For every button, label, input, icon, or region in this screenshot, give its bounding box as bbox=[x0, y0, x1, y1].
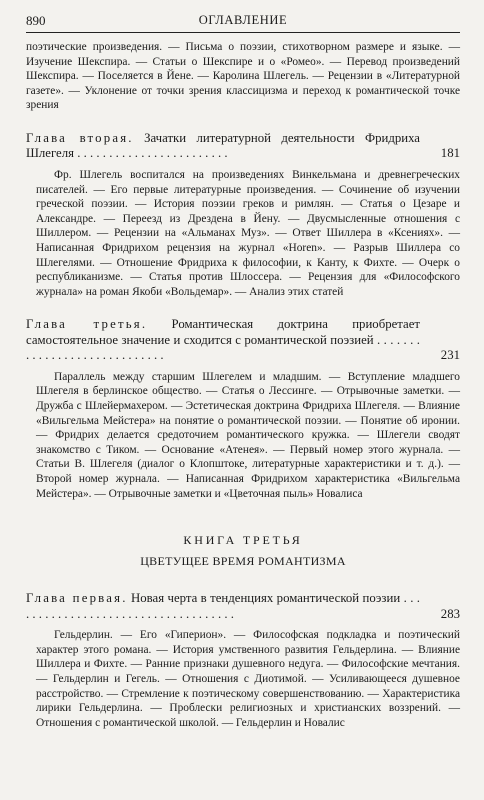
page-header bbox=[26, 10, 460, 33]
chapter-description: Гельдерлин. — Его «Гиперион». — Философская подкладка и поэтический характер этого романа. — История умственного развития Гельдерлина. — Влияние Шиллера и Фихте. — Ранние признаки душевного недуга. — Философские мечтания. — Гельдерлин и Гегель. — Отношения с Диотимой. — Усиливающееся душевное расстройство. — Стремление к поэтическому совершенствованию. — Характеристика лирики Гельдерлина. — Проблески религиозных и христианских воззрений. — Отношения с романтической школой. — Гельдерлин и Новалис bbox=[36, 629, 460, 729]
chapter-label: Глава третья. bbox=[26, 317, 148, 332]
toc-entry-chapter-2[interactable] bbox=[26, 131, 460, 162]
intro-paragraph: поэтические произведения. — Письма о поэзии, стихотворном размере и языке. — Изучение Шекспира. — Статьи о Шекспире и о «Ромео». — Перевод произведений Шекспира. — Поселяется в Йене. — Каролина Шлегель. — Рецензии в «Литературной газете». — Уклонение от точки зрения классицизма и переход к романтической точке зрения bbox=[26, 41, 460, 112]
chapter-description: Параллель между старшим Шлегелем и младшим. — Вступление младшего Шлегеля в берлинское общество. — Статья о Лессинге. — Отрывочные заметки. — Дружба с Шлейермахером. — Эстетическая доктрина Фридриха Шлегеля. — Влияние «Вильгельма Мейстера» на понятие о романтической поэзии. — Понятие об иронии. — Фридрих делается средоточием романтического кружка. — Шлегели сводят знакомство с Тиком. — Основание «Атенея». — Первый номер этого журнала. — Статьи В. Шлегеля (диалог о Клопштоке, литературные характеристики и т. д.). — Второй номер журнала. — Написанная Фридрихом характеристика «Вильгельма Мейстера». — Отрывочные заметки и «Цветочная пыль» Новалиса bbox=[36, 370, 460, 500]
toc-entry-chapter-3[interactable] bbox=[26, 317, 460, 364]
running-title: ОГЛАВЛЕНИЕ bbox=[198, 13, 288, 27]
toc-entry-book3-chapter-1[interactable] bbox=[26, 591, 460, 622]
chapter-page-number: 231 bbox=[440, 348, 460, 363]
book-section-label: КНИГА ТРЕТЬЯ bbox=[183, 533, 303, 548]
chapter-label: Глава вторая. bbox=[26, 130, 134, 145]
chapter-label: Глава первая. bbox=[26, 591, 128, 606]
leader-dots: . . . . . . . . . . . . . . . . . . . . . . . . bbox=[74, 146, 228, 161]
leader-dots: . . . . . . . . . . . . . . . . . . . . . . . . . . . . . bbox=[26, 332, 420, 363]
book-section-title: ЦВЕТУЩЕЕ ВРЕМЯ РОМАНТИЗМА bbox=[140, 554, 346, 569]
chapter-title: Новая черта в тенденциях романтической поэзии bbox=[131, 591, 401, 606]
page-number: 890 bbox=[26, 13, 46, 28]
chapter-title: Романтическая доктрина приобретает самостоятельное значение и сходится с романтической поэзией bbox=[26, 317, 420, 347]
chapter-title: Зачатки литературной деятельности Фридриха Шлегеля bbox=[26, 130, 420, 161]
chapter-description: Фр. Шлегель воспитался на произведениях Винкельмана и древнегреческих писателей. — Его первые литературные произведения. — Сочинение об изучении греческой поэзии. — История поэзии греков и римлян. — Статья о Цезаре и Александре. — Переезд из Дрездена в Йену. — Двусмысленные отношения с Шиллером. — Рецензии на «Альманах Муз». — Ответ Шиллера в «Ксениях». — Написанная Фридрихом рецензия на журнал «Horen». — Разрыв Шиллера со Шлегелями. — Отношение Фридриха к философии, к Канту, к Фихте. — Очерк о республиканизме. — Статья против Шлоссера. — Рецензия для «Философского журнала» на роман Якоби «Вольдемар». — Анализ этих статей bbox=[36, 168, 460, 298]
chapter-page-number: 283 bbox=[440, 606, 460, 621]
chapter-page-number: 181 bbox=[440, 146, 460, 161]
leader-dots: . . . . . . . . . . . . . . . . . . . . . . . . . . . . . . . . . . . . bbox=[26, 591, 420, 621]
toc-content bbox=[26, 40, 460, 730]
